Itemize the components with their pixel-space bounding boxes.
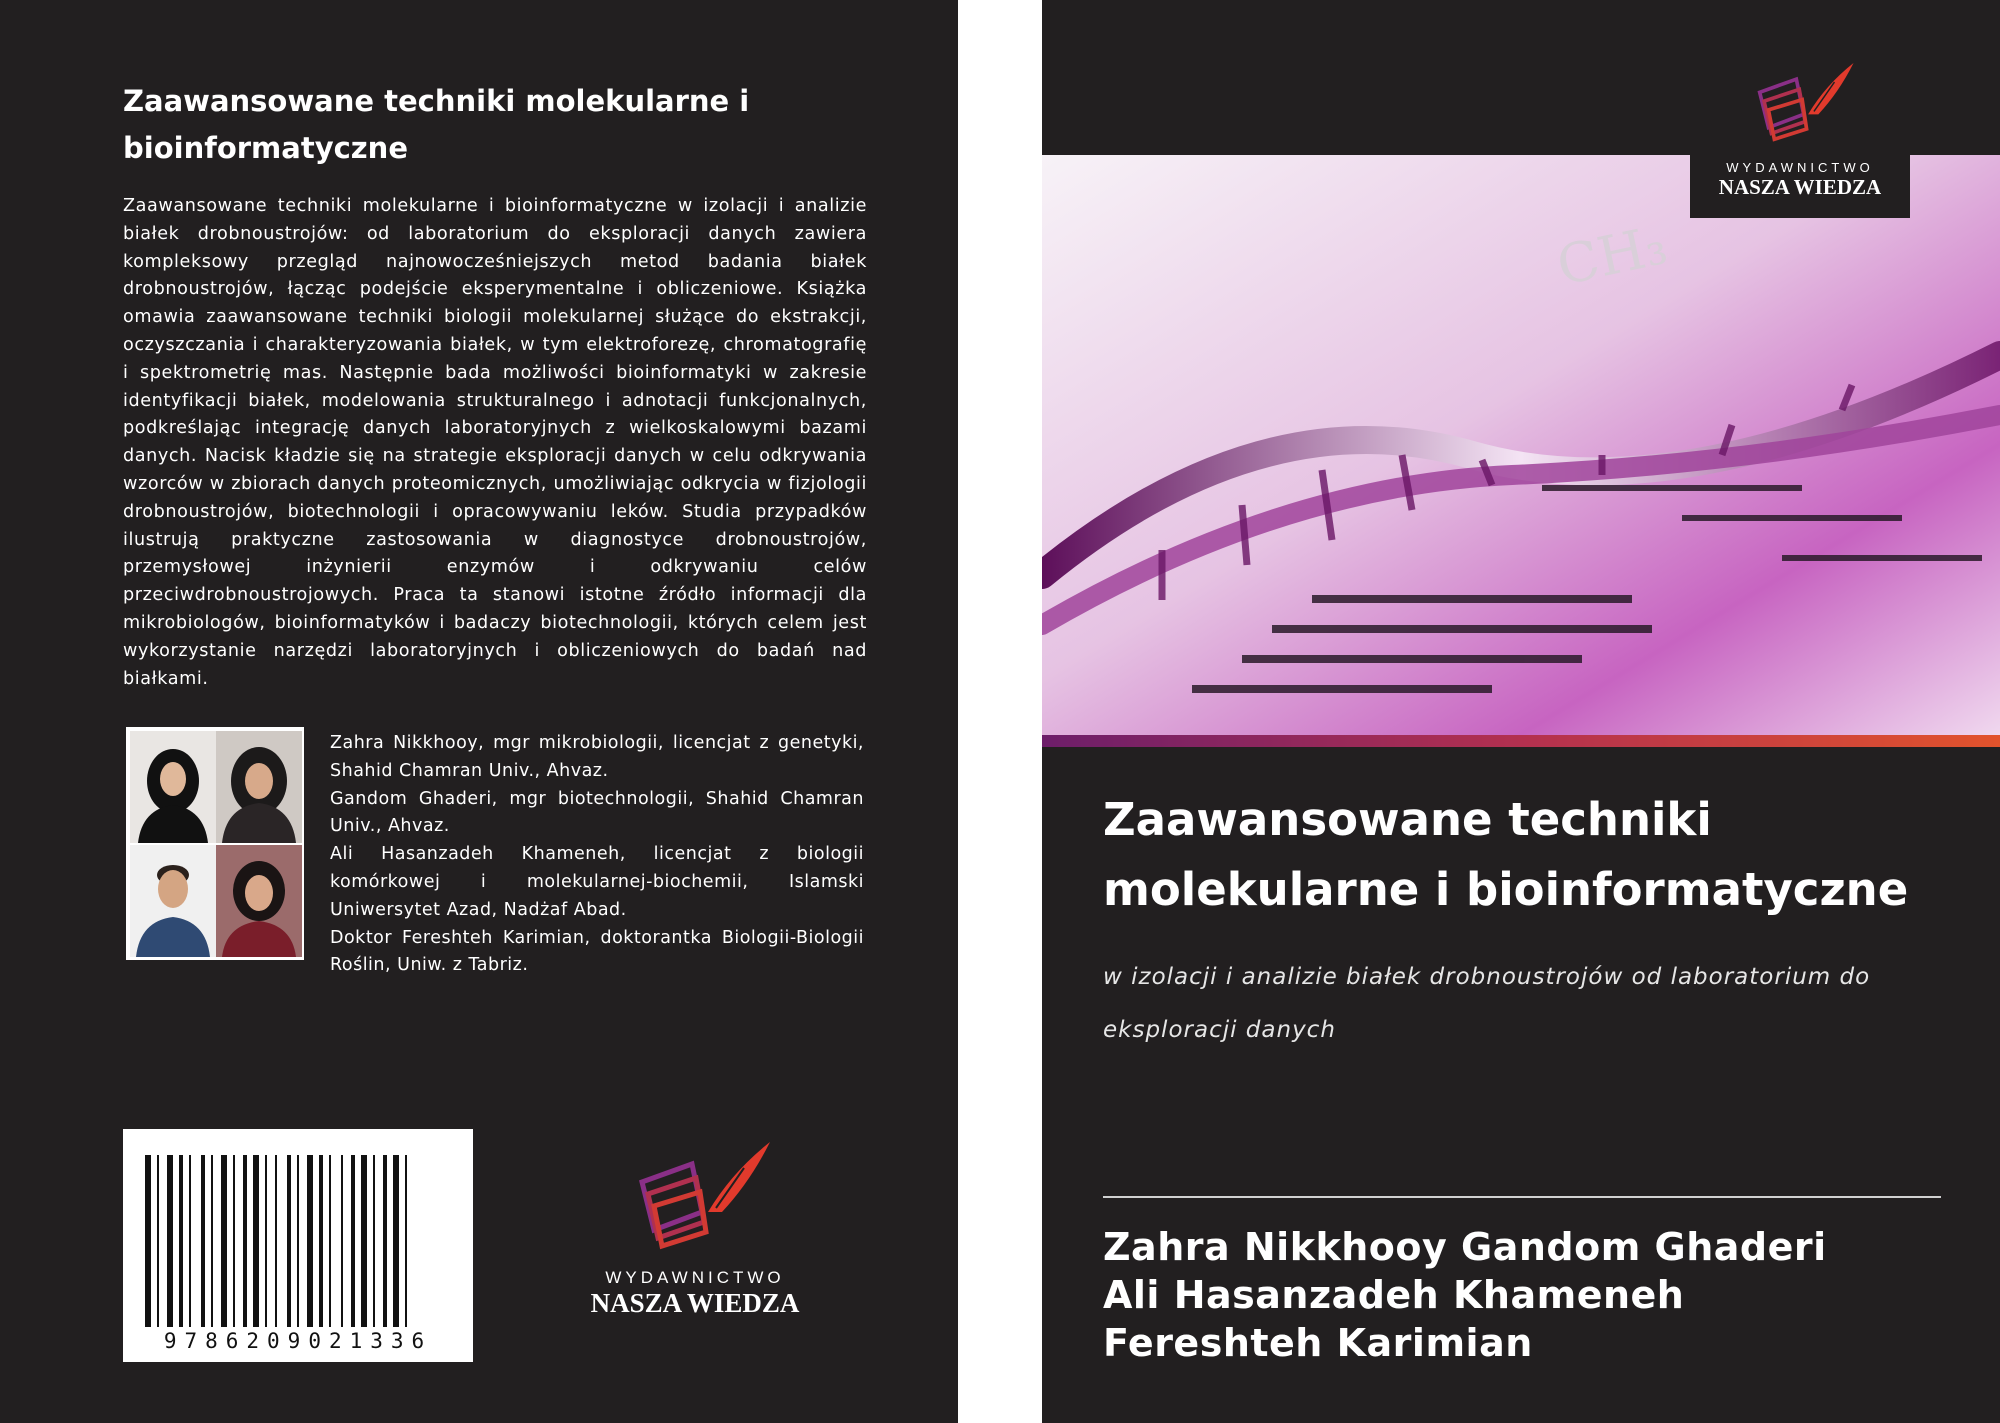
barcode-bar: [157, 1155, 159, 1327]
barcode-bar: [393, 1155, 399, 1327]
barcode-bar: [243, 1155, 247, 1327]
back-cover: [0, 0, 958, 1423]
publisher-name-line1: WYDAWNICTWO: [1726, 160, 1874, 175]
front-cover-subtitle: w izolacji i analizie białek drobnoustrojów od laboratorium do eksploracji danych: [1103, 964, 1871, 1043]
barcode-bar: [275, 1155, 277, 1327]
front-cover: [1042, 0, 2000, 1423]
author-name: Ali Hasanzadeh Khameneh: [1103, 1273, 1685, 1317]
barcode-bar: [189, 1155, 191, 1327]
author-list: [1103, 1223, 1983, 1367]
barcode-bar: [341, 1155, 343, 1327]
publisher-logo-icon: [622, 1142, 772, 1262]
publisher-name-line2: NASZA WIEDZA: [1718, 175, 1882, 199]
barcode-bar: [265, 1155, 267, 1327]
front-publisher-logo: [1690, 55, 1910, 218]
author-bio: Ali Hasanzadeh Khameneh, licencjat z biologii komórkowej i molekularnej-biochemii, Islamski Uniwersytet Azad, Nadżaf Abad.: [330, 844, 864, 920]
publisher-name-line2: NASZA WIEDZA: [590, 1288, 800, 1318]
author-photo: [216, 731, 302, 843]
barcode-bar: [319, 1155, 323, 1327]
barcode-bar: [287, 1155, 291, 1327]
isbn-barcode: [123, 1129, 473, 1362]
barcode-bars: [123, 1129, 473, 1329]
barcode-bar: [233, 1155, 235, 1327]
author-name: Fereshteh Karimian: [1103, 1321, 1533, 1365]
accent-strip: [1042, 735, 2000, 747]
barcode-bar: [373, 1155, 375, 1327]
author-photo: [130, 845, 216, 957]
author-photo: [216, 845, 302, 957]
author-bio: Gandom Ghaderi, mgr biotechnologii, Shahid Chamran Univ., Ahvaz.: [330, 788, 864, 837]
front-cover-title: Zaawansowane techniki molekularne i bioinformatyczne: [1103, 793, 1909, 916]
barcode-bar: [211, 1155, 213, 1327]
publisher-name-line1: WYDAWNICTWO: [605, 1268, 785, 1287]
barcode-bar: [351, 1155, 355, 1327]
author-bio: Doktor Fereshteh Karimian, doktorantka Biologii-Biologii Roślin, Uniw. z Tabriz.: [330, 927, 864, 976]
barcode-bar: [145, 1155, 151, 1327]
barcode-bar: [405, 1155, 407, 1327]
barcode-bar: [167, 1155, 173, 1327]
barcode-bar: [383, 1155, 387, 1327]
divider: [1103, 1196, 1941, 1198]
author-photos: [126, 727, 304, 960]
publisher-logo-icon: [1745, 57, 1855, 157]
author-bio: Zahra Nikkhooy, mgr mikrobiologii, licencjat z genetyki, Shahid Chamran Univ., Ahvaz.: [330, 733, 864, 781]
svg-text:CH₃: CH₃: [1551, 213, 1673, 298]
author-photo: [130, 731, 216, 843]
barcode-bar: [221, 1155, 227, 1327]
barcode-digits: 9786209021336: [163, 1329, 433, 1353]
dna-cover-image: [1042, 155, 2000, 735]
barcode-bar: [201, 1155, 205, 1327]
back-cover-blurb: Zaawansowane techniki molekularne i bioinformatyczne w izolacji i analizie białek drobnoustrojów: od laboratorium do eksploracji danych zawiera kompleksowy przegląd najnowocześniejszych metod badania białek drobnoustrojów, łącząc podejście eksperymentalne i obliczeniowe. Książka omawia zaawansowane techniki biologii molekularnej służące do ekstrakcji, oczyszczania i charakteryzowania białek, w tym elektroforezę, chromatografię i spektrometrię mas. Następnie bada możliwości bioinformatyki w zakresie identyfikacji białek, modelowania strukturalnego i adnotacji funkcjonalnych, podkreślając integrację danych laboratoryjnych z wielkoskalowymi bazami danych. Nacisk kładzie się na strategie eksploracji danych w celu odkrywania wzorców w zbiorach danych proteomicznych, umożliwiając odkrycia w fizjologii drobnoustrojów, biotechnologii i opracowywaniu leków. Studia przypadków ilustrują praktyczne zastosowania w diagnostyce drobnoustrojów, przemysłowej inżynierii enzymów i odkrywaniu celów przeciwdrobnoustrojowych. Praca ta stanowi istotne źródło informacji dla mikrobiologów, bioinformatyków i badaczy biotechnologii, których celem jest wykorzystanie narzędzi laboratoryjnych i obliczeniowych do badań nad białkami.: [123, 196, 867, 689]
barcode-bar: [297, 1155, 299, 1327]
author-name: Zahra Nikkhooy Gandom Ghaderi: [1103, 1225, 1827, 1269]
barcode-bar: [253, 1155, 259, 1327]
author-bios: [330, 730, 864, 980]
barcode-bar: [361, 1155, 367, 1327]
barcode-bar: [329, 1155, 331, 1327]
back-cover-title: Zaawansowane techniki molekularne i bioinformatyczne: [123, 84, 750, 165]
barcode-bar: [179, 1155, 183, 1327]
barcode-bar: [307, 1155, 313, 1327]
